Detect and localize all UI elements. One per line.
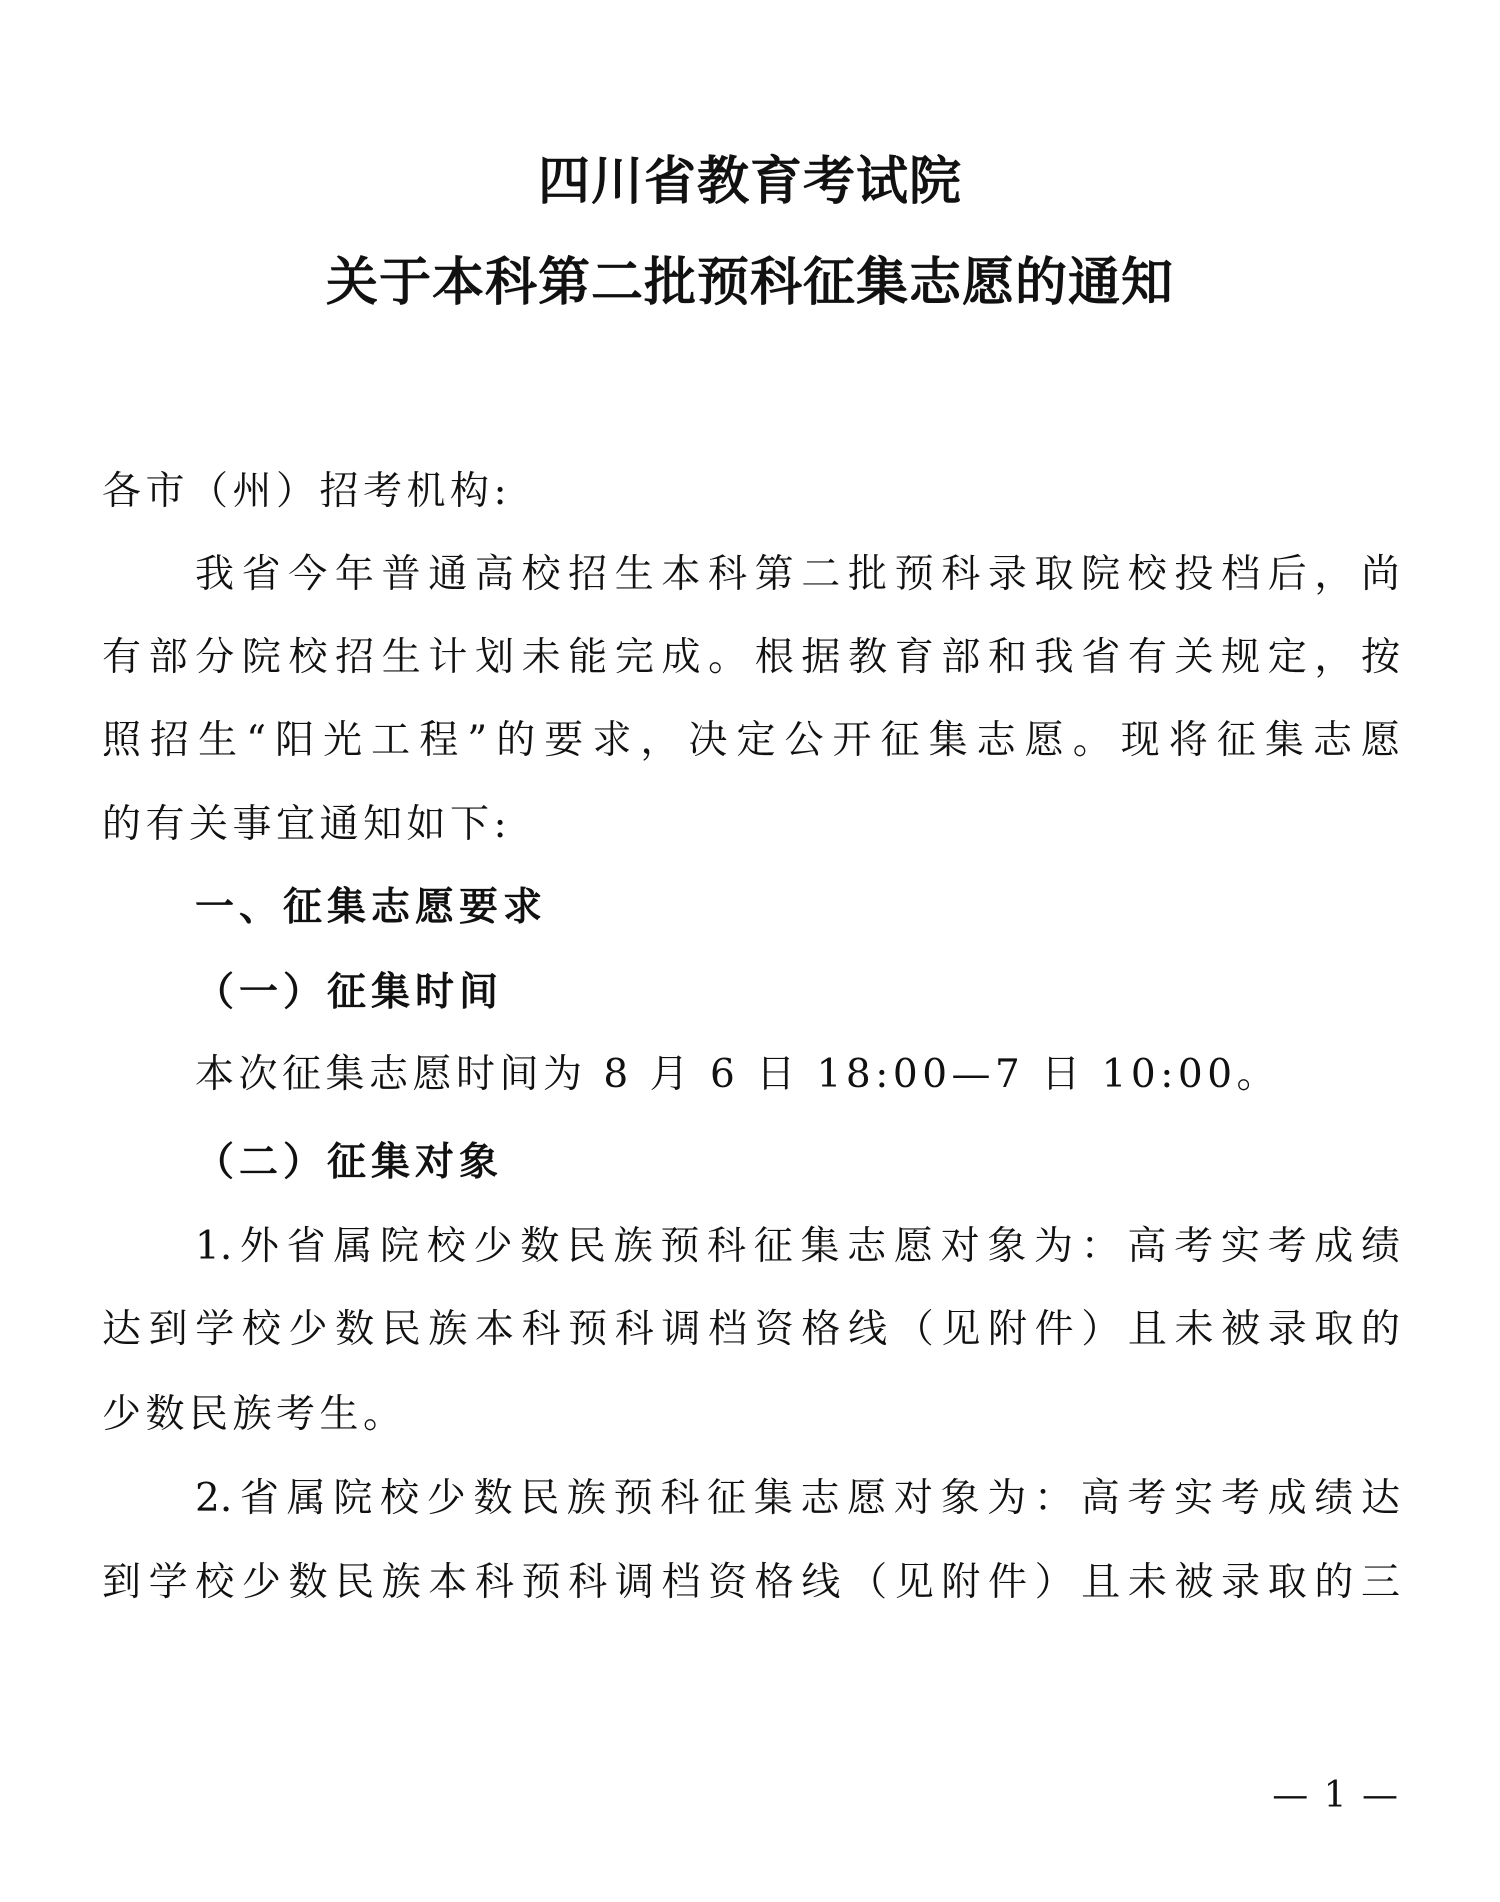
item-2-line-1: 2.省属院校少数民族预科征集志愿对象为：高考实考成绩达 <box>195 1476 1400 1521</box>
intro-paragraph-line-3: 照招生“阳光工程”的要求，决定公开征集志愿。现将征集志愿 <box>102 718 1400 763</box>
item-2-line-2: 到学校少数民族本科预科调档资格线（见附件）且未被录取的三 <box>102 1560 1400 1605</box>
collection-time-text: 本次征集志愿时间为 8 月 6 日 18:00—7 日 10:00。 <box>195 1052 1281 1097</box>
subsection-heading-time: （一）征集时间 <box>195 970 504 1015</box>
item-1-line-1: 1.外省属院校少数民族预科征集志愿对象为：高考实考成绩 <box>195 1224 1400 1269</box>
item-1-line-2: 达到学校少数民族本科预科调档资格线（见附件）且未被录取的 <box>102 1307 1400 1352</box>
document-title-line-1: 四川省教育考试院 <box>537 152 962 212</box>
subsection-heading-targets: （二）征集对象 <box>195 1140 504 1185</box>
item-1-line-3: 少数民族考生。 <box>102 1392 407 1437</box>
intro-paragraph-line-1: 我省今年普通高校招生本科第二批预科录取院校投档后，尚 <box>195 552 1400 597</box>
document-title-line-2: 关于本科第二批预科征集志愿的通知 <box>325 253 1174 313</box>
section-heading-requirements: 一、征集志愿要求 <box>195 885 548 930</box>
intro-paragraph-line-4: 的有关事宜通知如下: <box>102 802 512 847</box>
salutation: 各市（州）招考机构: <box>102 469 512 514</box>
intro-paragraph-line-2: 有部分院校招生计划未能完成。根据教育部和我省有关规定，按 <box>102 635 1400 680</box>
page-number: — 1 — <box>1272 1775 1400 1816</box>
